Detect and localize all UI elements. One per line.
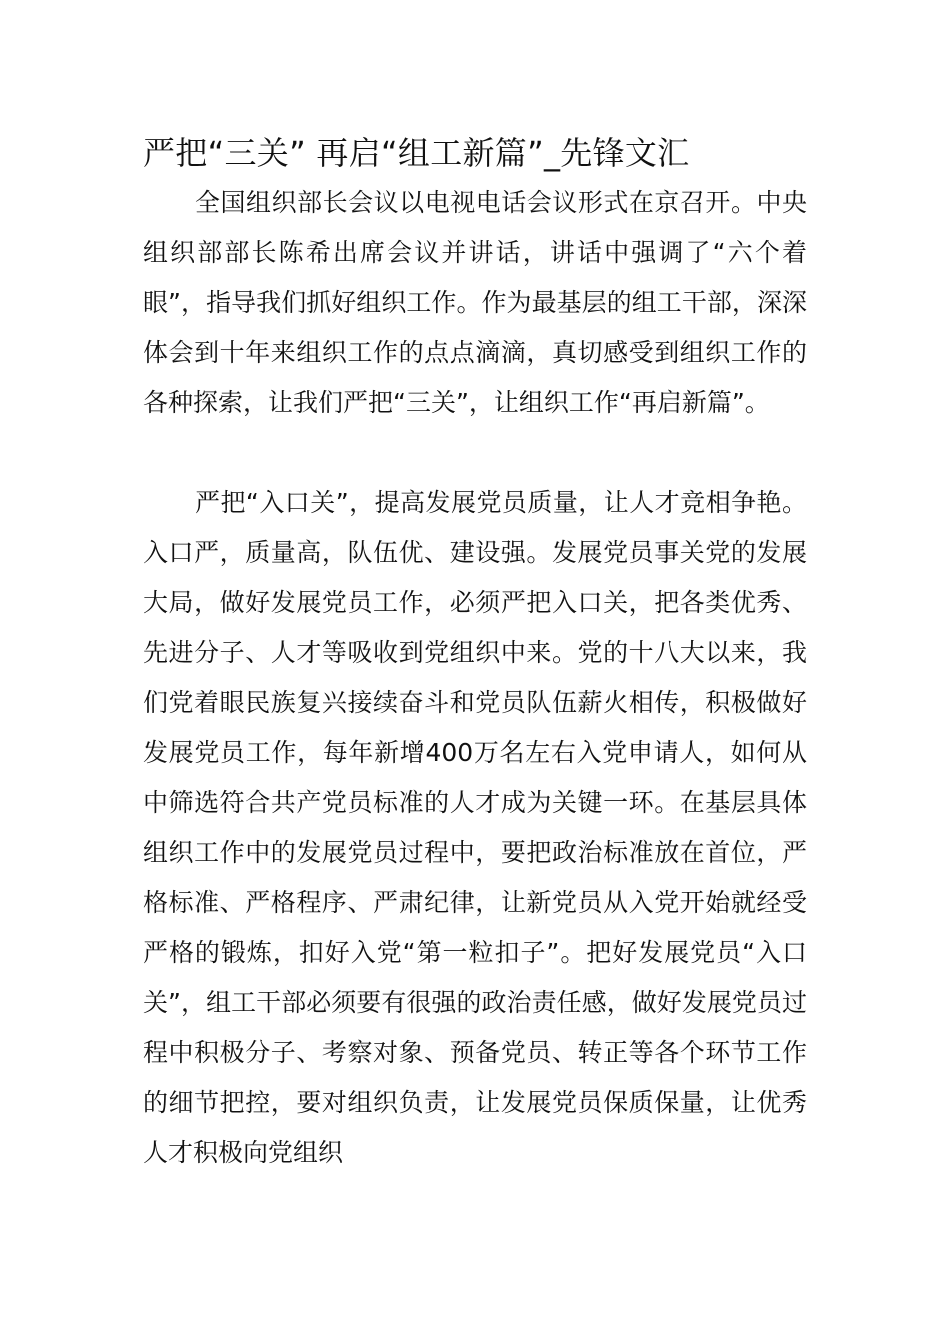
paragraph-spacer bbox=[143, 428, 807, 478]
paragraph-entrance-gate: 严把“入口关”，提高发展党员质量，让人才竞相争艳。入口严，质量高，队伍优、建设强。发展党员事关党的发展大局，做好发展党员工作，必须严把入口关，把各类优秀、先进分子、人才等吸收到党组织中来。党的十八大以来，我们党着眼民族复兴接续奋斗和党员队伍薪火相传，积极做好发展党员工作，每年新增400万名左右入党申请人，如何从中筛选符合共产党员标准的人才成为关键一环。在基层具体组织工作中的发展党员过程中，要把政治标准放在首位，严格标准、严格程序、严肃纪律，让新党员从入党开始就经受严格的锻炼，扣好入党“第一粒扣子”。把好发展党员“入口关”，组工干部必须要有很强的政治责任感，做好发展党员过程中积极分子、考察对象、预备党员、转正等各个环节工作的细节把控，要对组织负责，让发展党员保质保量，让优秀人才积极向党组织 bbox=[143, 488, 807, 1167]
document-title: 严把“三关” 再启“组工新篇”_先锋文汇 bbox=[143, 134, 690, 172]
document-page bbox=[143, 128, 807, 1178]
paragraph-intro: 全国组织部长会议以电视电话会议形式在京召开。中央组织部部长陈希出席会议并讲话，讲话中强调了“六个着眼”，指导我们抓好组织工作。作为最基层的组工干部，深深体会到十年来组织工作的点点滴滴，真切感受到组织工作的各种探索，让我们严把“三关”，让组织工作“再启新篇”。 bbox=[143, 188, 807, 417]
